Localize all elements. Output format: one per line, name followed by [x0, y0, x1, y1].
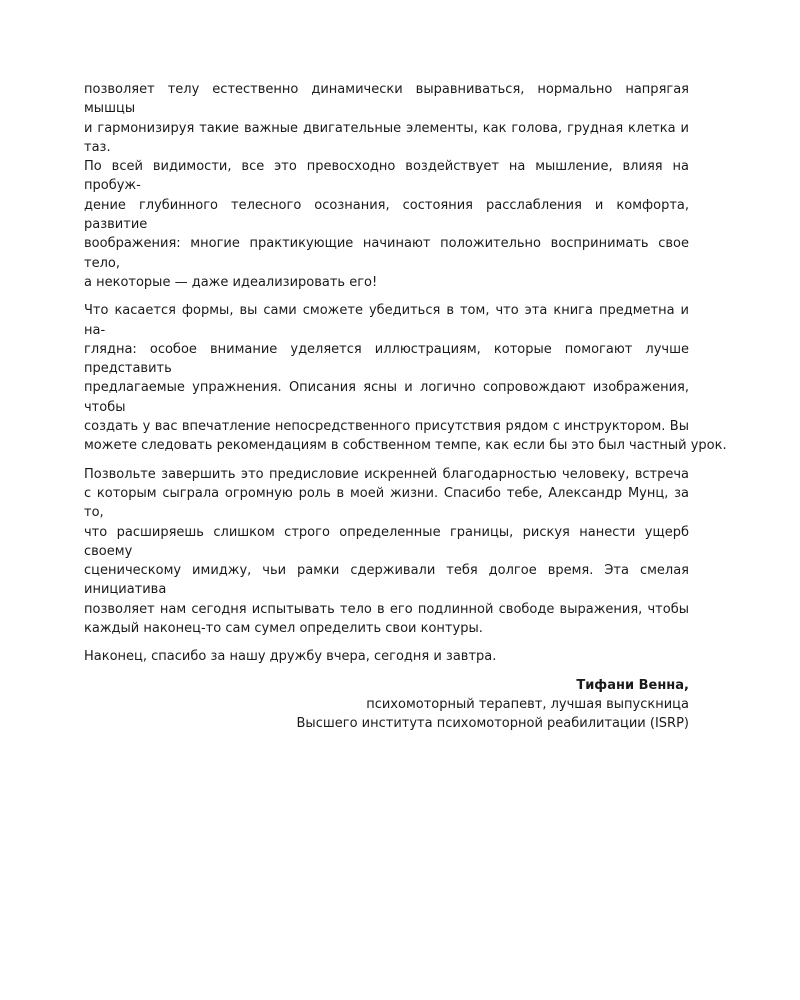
signature-name: Тифани Венна,: [576, 677, 689, 693]
text-line: можете следовать рекомендациям в собственном темпе, как если бы это был частный урок.: [84, 438, 727, 454]
text-line: Наконец, спасибо за нашу дружбу вчера, сегодня и завтра.: [84, 649, 497, 665]
text-line: создать у вас впечатление непосредственного присутствия рядом с инструктором. Вы: [84, 419, 689, 435]
paragraph-4: [84, 647, 689, 666]
text-line: предлагаемые упражнения. Описания ясны и логично сопровождают изображения, чтобы: [84, 380, 689, 415]
text-line: сценическому имиджу, чьи рамки сдерживали тебя долгое время. Эта смелая инициатива: [84, 563, 689, 598]
signature-institution: Высшего института психомоторной реабилитации (ISRP): [296, 716, 689, 732]
signature-role: психомоторный терапевт, лучшая выпускница: [366, 696, 689, 712]
paragraph-3: [84, 465, 689, 639]
text-line: Позвольте завершить это предисловие искренней благодарностью человеку, встреча: [84, 466, 689, 482]
text-line: с которым сыграла огромную роль в моей жизни. Спасибо тебе, Александр Мунц, за то,: [84, 485, 689, 521]
text-line: Что касается формы, вы сами сможете убедиться в том, что эта книга предметна и на-: [84, 303, 689, 338]
text-line: позволяет телу естественно динамически выравниваться, нормально напрягая мышцы: [84, 82, 689, 117]
text-line: каждый наконец-то сам сумел определить свои контуры.: [84, 621, 483, 637]
text-line: воображения: многие практикующие начинают положительно воспринимать свое тело,: [84, 236, 689, 271]
paragraph-2: [84, 301, 727, 455]
text-line: а некоторые — даже идеализировать его!: [84, 274, 378, 290]
document-page: [84, 80, 727, 734]
text-line: глядна: особое внимание уделяется иллюстрациям, которые помогают лучше представить: [84, 341, 689, 377]
text-line: По всей видимости, все это превосходно воздействует на мышление, влияя на пробуж-: [84, 159, 689, 194]
paragraph-1: [84, 80, 689, 292]
text-line: и гармонизируя такие важные двигательные элементы, как голова, грудная клетка и таз.: [84, 120, 689, 155]
text-line: что расширяешь слишком строго определенные границы, рискуя нанести ущерб своему: [84, 524, 689, 559]
text-line: дение глубинного телесного осознания, состояния расслабления и комфорта, развитие: [84, 197, 689, 233]
text-line: позволяет нам сегодня испытывать тело в его подлинной свободе выражения, чтобы: [84, 601, 689, 617]
signature-block: [84, 676, 689, 734]
